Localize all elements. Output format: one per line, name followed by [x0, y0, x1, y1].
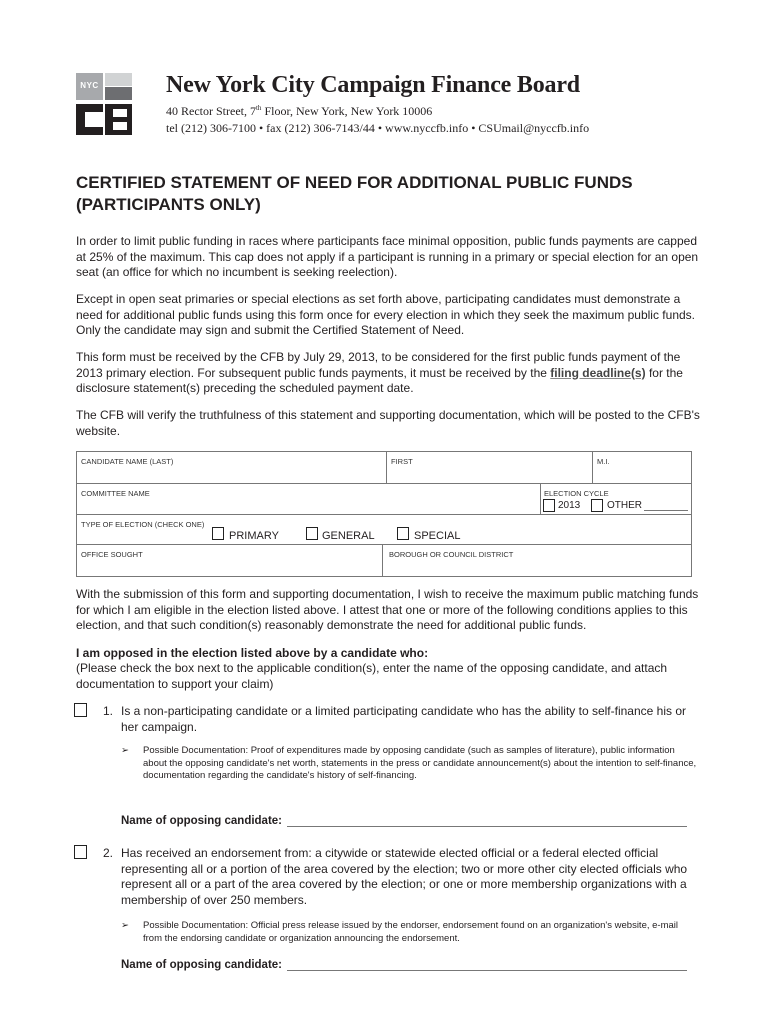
condition-2-documentation: Possible Documentation: Official press release issued by the endorser, endorsement found on an organization's website, e-mail from the endorsing candidate or organization announcing the endorsement.	[143, 920, 678, 944]
org-address: 40 Rector Street, 7th Floor, New York, New York 10006	[166, 104, 433, 118]
filing-deadline-link[interactable]: filing deadline(s)	[550, 365, 646, 380]
office-sought-field[interactable]: OFFICE SOUGHT	[77, 545, 383, 576]
candidate-info-form	[76, 451, 692, 577]
condition-1-name-label: Name of opposing candidate:	[121, 815, 283, 827]
condition-2-bullet: ➢	[121, 920, 129, 931]
cycle-2013-checkbox[interactable]	[543, 499, 555, 512]
special-checkbox[interactable]	[397, 527, 409, 540]
condition-1-name-input[interactable]	[287, 826, 687, 827]
condition-2-name-label: Name of opposing candidate:	[121, 959, 283, 971]
election-cycle-field: ELECTION CYCLE 2013 OTHER	[541, 484, 691, 514]
logo-nyc-text: NYC	[80, 81, 99, 90]
intro-paragraph-2: Except in open seat primaries or special elections as set forth above, participating candidates must demonstrate a need for additional public funds using this form once for every election in which they seek the maximum public funds. Only the candidate may sign and submit the Certified Statement of Need.	[76, 292, 695, 337]
cycle-other-input[interactable]	[644, 510, 688, 511]
candidate-last-name-field[interactable]: CANDIDATE NAME (LAST)	[77, 452, 387, 483]
intro-paragraph-4: The CFB will verify the truthfulness of this statement and supporting documentation, which will be posted to the CFB's website.	[76, 408, 700, 438]
condition-1-documentation: Possible Documentation: Proof of expenditures made by opposing candidate (such as samples of literature), public information about the opposing candidate's net worth, statements in the press or candidate announcement(s) about the intention to self-finance, documentation regarding the candidate's history of self-financing.	[143, 745, 697, 781]
org-name: New York City Campaign Finance Board	[166, 72, 580, 98]
district-field[interactable]: BOROUGH OR COUNCIL DISTRICT	[389, 550, 514, 559]
form-title: CERTIFIED STATEMENT OF NEED FOR ADDITIONAL PUBLIC FUNDS (PARTICIPANTS ONLY)	[76, 173, 633, 214]
committee-name-field[interactable]: COMMITTEE NAME	[77, 484, 541, 514]
condition-2-checkbox[interactable]	[74, 845, 87, 859]
condition-1-text: Is a non-participating candidate or a limited participating candidate who has the ability to self-finance his or her campaign.	[121, 704, 686, 734]
opposed-instructions: (Please check the box next to the applicable condition(s), enter the name of the opposing candidate, and attach documentation to support your claim)	[76, 661, 668, 691]
opposed-heading: I am opposed in the election listed above by a candidate who:	[76, 646, 429, 660]
cfb-logo	[76, 73, 132, 135]
election-type-row: TYPE OF ELECTION (CHECK ONE) PRIMARY GENERAL SPECIAL	[77, 515, 691, 545]
condition-2-text: Has received an endorsement from: a citywide or statewide elected official or a federal elected official representing all or a portion of the area covered by the election; two or more other city elected officials who represent all or a part of the area covered by the election; or one or more membership organizations with a membership of over 250 members.	[121, 846, 688, 907]
condition-1-bullet: ➢	[121, 745, 129, 756]
cycle-other-checkbox[interactable]	[591, 499, 603, 512]
condition-2-number: 2.	[103, 846, 114, 860]
condition-1-checkbox[interactable]	[74, 703, 87, 717]
intro-paragraph-1: In order to limit public funding in races where participants face minimal opposition, public funds payments are capped at 25% of the maximum. This cap does not apply if a participant is running in a primary or special election for an open seat (an office for which no incumbent is seeking reelection).	[76, 234, 699, 279]
condition-2-name-input[interactable]	[287, 970, 687, 971]
attestation-text: With the submission of this form and supporting documentation, I wish to receive the maximum public matching funds for which I am eligible in the election listed above. I attest that one or more of the following conditions applies to this election, and that such condition(s) reasonably demonstrate the need for additional public funds.	[76, 587, 699, 632]
general-checkbox[interactable]	[306, 527, 318, 540]
primary-checkbox[interactable]	[212, 527, 224, 540]
first-name-field[interactable]: FIRST	[387, 452, 593, 483]
condition-1-number: 1.	[103, 704, 114, 718]
intro-paragraph-3: This form must be received by the CFB by July 29, 2013, to be considered for the first public funds payment of the 2013 primary election. For subsequent public funds payments, it must be received by the filing deadline(s) for the disclosure statement(s) preceding the scheduled payment date.	[76, 350, 683, 395]
org-contact: tel (212) 306-7100 • fax (212) 306-7143/44 • www.nyccfb.info • CSUmail@nyccfb.info	[166, 121, 590, 135]
middle-initial-field[interactable]: M.I.	[597, 457, 610, 466]
